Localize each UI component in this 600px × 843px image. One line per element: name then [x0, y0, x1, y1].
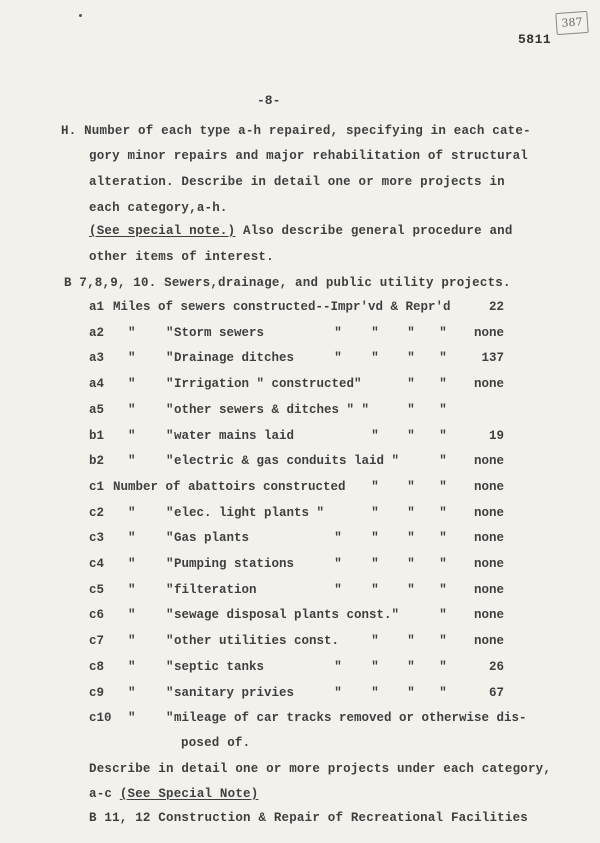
- table-row: [0, 300, 600, 316]
- section-h-line-5-rest: Also describe general procedure and: [235, 224, 513, 238]
- ditto-mark: ": [128, 403, 136, 417]
- row-code: c5: [89, 583, 105, 597]
- section-h-line-4: each category,a-h.: [89, 201, 228, 215]
- table-row: [0, 711, 600, 727]
- ditto-mark: ": [439, 608, 447, 622]
- row-value: none: [473, 326, 504, 340]
- row-value: none: [473, 557, 504, 571]
- table-row: [0, 454, 600, 470]
- table-row: [0, 686, 600, 702]
- row-description: Drainage ditches: [174, 351, 295, 365]
- table-row: [0, 429, 600, 445]
- table-row: [0, 531, 600, 547]
- row-code: a5: [89, 403, 105, 417]
- ditto-mark: ": [407, 634, 415, 648]
- ditto-mark: ": [407, 480, 415, 494]
- ink-speck: [79, 14, 82, 17]
- row-code: a4: [89, 377, 105, 391]
- row-value: 19: [488, 429, 504, 443]
- table-row: [0, 377, 600, 393]
- ditto-mark: ": [166, 326, 174, 340]
- ditto-mark: ": [439, 583, 447, 597]
- table-row: [0, 660, 600, 676]
- row-code: c6: [89, 608, 105, 622]
- ditto-mark: ": [371, 326, 379, 340]
- ditto-mark: ": [128, 557, 136, 571]
- table-row: [0, 608, 600, 624]
- table-row: [0, 403, 600, 419]
- page-id: 5811: [518, 32, 552, 47]
- ditto-mark: ": [166, 377, 174, 391]
- ditto-mark: ": [166, 531, 174, 545]
- row-description: Gas plants: [174, 531, 250, 545]
- section-h-line-3: alteration. Describe in detail one or more projects in: [89, 175, 505, 189]
- section-h-line-6: other items of interest.: [89, 250, 274, 264]
- ditto-mark: ": [407, 531, 415, 545]
- ditto-mark: ": [407, 351, 415, 365]
- describe-line: Describe in detail one or more projects under each category,: [89, 762, 552, 776]
- ditto-mark: ": [166, 686, 174, 700]
- table-row: [0, 506, 600, 522]
- ditto-mark: ": [371, 583, 379, 597]
- row-code: a1: [89, 300, 105, 314]
- row-description: mileage of car tracks removed or otherwise dis-: [174, 711, 527, 725]
- ditto-mark: ": [128, 351, 136, 365]
- ditto-mark: ": [439, 506, 447, 520]
- ditto-mark: ": [128, 634, 136, 648]
- row-value: none: [473, 480, 504, 494]
- ditto-mark: ": [439, 557, 447, 571]
- section-h-line-2: gory minor repairs and major rehabilitation of structural: [89, 149, 528, 163]
- ditto-mark: ": [407, 326, 415, 340]
- ditto-mark: ": [128, 711, 136, 725]
- ditto-mark: ": [371, 660, 379, 674]
- ditto-mark: ": [439, 634, 447, 648]
- row-description: other utilities const.: [174, 634, 340, 648]
- special-note-reference-2: (See Special Note): [119, 787, 259, 801]
- row-description: filteration: [174, 583, 257, 597]
- ditto-mark: ": [371, 429, 379, 443]
- ditto-mark: ": [334, 583, 342, 597]
- row-description: Irrigation " constructed": [174, 377, 362, 391]
- row-code: a2: [89, 326, 105, 340]
- section-h-line-5: [89, 224, 513, 238]
- row-value: 67: [488, 686, 504, 700]
- row-code: c8: [89, 660, 105, 674]
- ditto-mark: ": [166, 403, 174, 417]
- ditto-mark: ": [439, 531, 447, 545]
- ditto-mark: ": [334, 326, 342, 340]
- ditto-mark: ": [128, 429, 136, 443]
- row-code: c4: [89, 557, 105, 571]
- row-description: sewage disposal plants const.": [174, 608, 400, 622]
- row-value: 22: [488, 300, 504, 314]
- section-h-line-1: H. Number of each type a-h repaired, specifying in each cate-: [61, 124, 531, 138]
- row-description: elec. light plants ": [174, 506, 325, 520]
- ditto-mark: ": [334, 531, 342, 545]
- special-note-reference: (See special note.): [89, 224, 236, 238]
- section-b-title: B 7,8,9, 10. Sewers,drainage, and public utility projects.: [64, 276, 511, 290]
- ditto-mark: ": [439, 429, 447, 443]
- ditto-mark: ": [128, 454, 136, 468]
- ac-prefix: a-c: [89, 787, 120, 801]
- ditto-mark: ": [407, 377, 415, 391]
- row-value: 137: [481, 351, 504, 365]
- ditto-mark: ": [128, 608, 136, 622]
- row-description: sanitary privies: [174, 686, 295, 700]
- ditto-mark: ": [439, 377, 447, 391]
- ditto-mark: ": [407, 660, 415, 674]
- ditto-mark: ": [166, 506, 174, 520]
- section-b11-title: B 11, 12 Construction & Repair of Recreational Facilities: [89, 811, 528, 825]
- row-value: 26: [488, 660, 504, 674]
- ditto-mark: ": [334, 351, 342, 365]
- ditto-mark: ": [371, 506, 379, 520]
- c10-continuation: posed of.: [181, 736, 251, 750]
- ditto-mark: ": [371, 557, 379, 571]
- ditto-mark: ": [166, 608, 174, 622]
- table-row: [0, 351, 600, 367]
- ditto-mark: ": [166, 634, 174, 648]
- row-code: c1: [89, 480, 105, 494]
- ditto-mark: ": [371, 634, 379, 648]
- ditto-mark: ": [439, 454, 447, 468]
- row-value: none: [473, 608, 504, 622]
- row-description: septic tanks: [174, 660, 265, 674]
- ditto-mark: ": [371, 351, 379, 365]
- ditto-mark: ": [371, 531, 379, 545]
- row-description: water mains laid: [174, 429, 295, 443]
- handwritten-mark: 387: [555, 11, 588, 35]
- ditto-mark: ": [407, 429, 415, 443]
- ditto-mark: ": [334, 686, 342, 700]
- row-value: none: [473, 377, 504, 391]
- row-description: Pumping stations: [174, 557, 295, 571]
- row-value: none: [473, 583, 504, 597]
- row-code: a3: [89, 351, 105, 365]
- ditto-mark: ": [128, 377, 136, 391]
- ditto-mark: ": [439, 351, 447, 365]
- ditto-mark: ": [128, 583, 136, 597]
- ditto-mark: ": [439, 480, 447, 494]
- row-code: c3: [89, 531, 105, 545]
- row-description: electric & gas conduits laid ": [174, 454, 400, 468]
- ditto-mark: ": [166, 660, 174, 674]
- ditto-mark: ": [439, 326, 447, 340]
- ditto-mark: ": [166, 557, 174, 571]
- ditto-mark: ": [166, 583, 174, 597]
- row-value: none: [473, 531, 504, 545]
- ditto-mark: ": [334, 660, 342, 674]
- ditto-mark: ": [166, 351, 174, 365]
- row-description: Number of abattoirs constructed: [113, 480, 346, 494]
- ditto-mark: ": [128, 531, 136, 545]
- row-code: c2: [89, 506, 105, 520]
- ditto-mark: ": [407, 583, 415, 597]
- ditto-mark: ": [439, 660, 447, 674]
- row-code: c7: [89, 634, 105, 648]
- ditto-mark: ": [128, 506, 136, 520]
- ditto-mark: ": [371, 686, 379, 700]
- row-description: Storm sewers: [174, 326, 265, 340]
- table-row: [0, 326, 600, 342]
- row-value: none: [473, 454, 504, 468]
- table-row: [0, 634, 600, 650]
- ditto-mark: ": [407, 403, 415, 417]
- ditto-mark: ": [166, 454, 174, 468]
- ditto-mark: ": [407, 686, 415, 700]
- ditto-mark: ": [128, 326, 136, 340]
- row-value: none: [473, 634, 504, 648]
- ditto-mark: ": [128, 660, 136, 674]
- row-value: none: [473, 506, 504, 520]
- table-row: [0, 583, 600, 599]
- ditto-mark: ": [334, 557, 342, 571]
- row-description: Miles of sewers constructed--Impr'vd & Repr'd: [113, 300, 451, 314]
- row-code: c10: [89, 711, 112, 725]
- ditto-mark: ": [128, 686, 136, 700]
- page-number: -8-: [257, 93, 281, 108]
- row-code: c9: [89, 686, 105, 700]
- ditto-mark: ": [166, 429, 174, 443]
- ditto-mark: ": [439, 686, 447, 700]
- ditto-mark: ": [371, 480, 379, 494]
- row-code: b1: [89, 429, 105, 443]
- ditto-mark: ": [407, 506, 415, 520]
- ditto-mark: ": [407, 557, 415, 571]
- ditto-mark: ": [166, 711, 174, 725]
- row-code: b2: [89, 454, 105, 468]
- table-row: [0, 480, 600, 496]
- ac-note-line: [89, 787, 258, 801]
- table-row: [0, 557, 600, 573]
- row-description: other sewers & ditches " ": [174, 403, 370, 417]
- ditto-mark: ": [439, 403, 447, 417]
